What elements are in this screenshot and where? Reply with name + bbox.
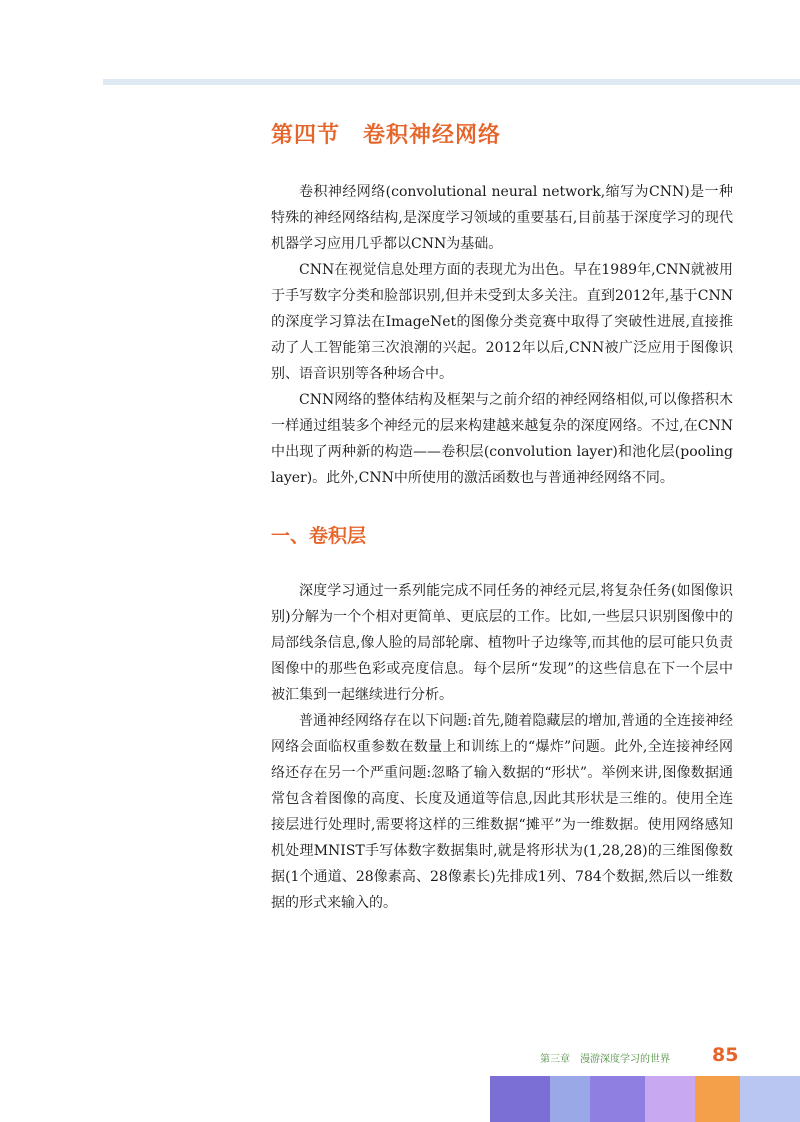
subsection-title: 一、卷积层 xyxy=(271,525,367,547)
page-content xyxy=(271,118,733,916)
top-rule xyxy=(103,79,800,85)
body-paragraph-1: 深度学习通过一系列能完成不同任务的神经元层,将复杂任务(如图像识别)分解为一个个相对更简单、更底层的工作。比如,一些层只识别图像中的局部线条信息,像人脸的局部轮廓、植物叶子边缘等,而其他的层可能只负责图像中的那些色彩或亮度信息。每个层所“发现”的这些信息在下一个层中被汇集到一起继续进行分析。 xyxy=(271,583,733,703)
page-number: 85 xyxy=(712,1044,739,1066)
intro-paragraph-1: 卷积神经网络(convolutional neural network,缩写为CNN)是一种特殊的神经网络结构,是深度学习领域的重要基石,目前基于深度学习的现代机器学习应用几乎都以CNN为基础。 xyxy=(271,184,733,252)
decorative-color-band xyxy=(490,1076,800,1122)
intro-paragraph-3: CNN网络的整体结构及框架与之前介绍的神经网络相似,可以像搭积木一样通过组装多个神经元的层来构建越来越复杂的深度网络。不过,在CNN中出现了两种新的构造——卷积层(convolution layer)和池化层(pooling layer)。此外,CNN中所使用的激活函数也与普通神经网络不同。 xyxy=(271,392,733,486)
band-segment xyxy=(740,1076,800,1122)
section-title: 第四节 卷积神经网络 xyxy=(271,123,502,148)
body-paragraph-2: 普通神经网络存在以下问题:首先,随着隐藏层的增加,普通的全连接神经网络会面临权重参数在数量上和训练上的“爆炸”问题。此外,全连接神经网络还存在另一个严重问题:忽略了输入数据的“形状”。举例来讲,图像数据通常包含着图像的高度、长度及通道等信息,因此其形状是三维的。使用全连接层进行处理时,需要将这样的三维数据“摊平”为一维数据。使用网络感知机处理MNIST手写体数字数据集时,就是将形状为(1,28,28)的三维图像数据(1个通道、28像素高、28像素长)先排成1列、784个数据,然后以一维数据的形式来输入的。 xyxy=(271,713,733,911)
band-segment xyxy=(490,1076,550,1122)
band-segment xyxy=(550,1076,590,1122)
band-segment xyxy=(645,1076,695,1122)
band-segment xyxy=(590,1076,645,1122)
intro-paragraph-2: CNN在视觉信息处理方面的表现尤为出色。早在1989年,CNN就被用于手写数字分类和脸部识别,但并未受到太多关注。直到2012年,基于CNN的深度学习算法在ImageNet的图像分类竞赛中取得了突破性进展,直接推动了人工智能第三次浪潮的兴起。2012年以后,CNN被广泛应用于图像识别、语音识别等各种场合中。 xyxy=(271,262,733,382)
band-segment xyxy=(695,1076,740,1122)
footer-chapter: 第三章 漫游深度学习的世界 xyxy=(540,1054,670,1065)
